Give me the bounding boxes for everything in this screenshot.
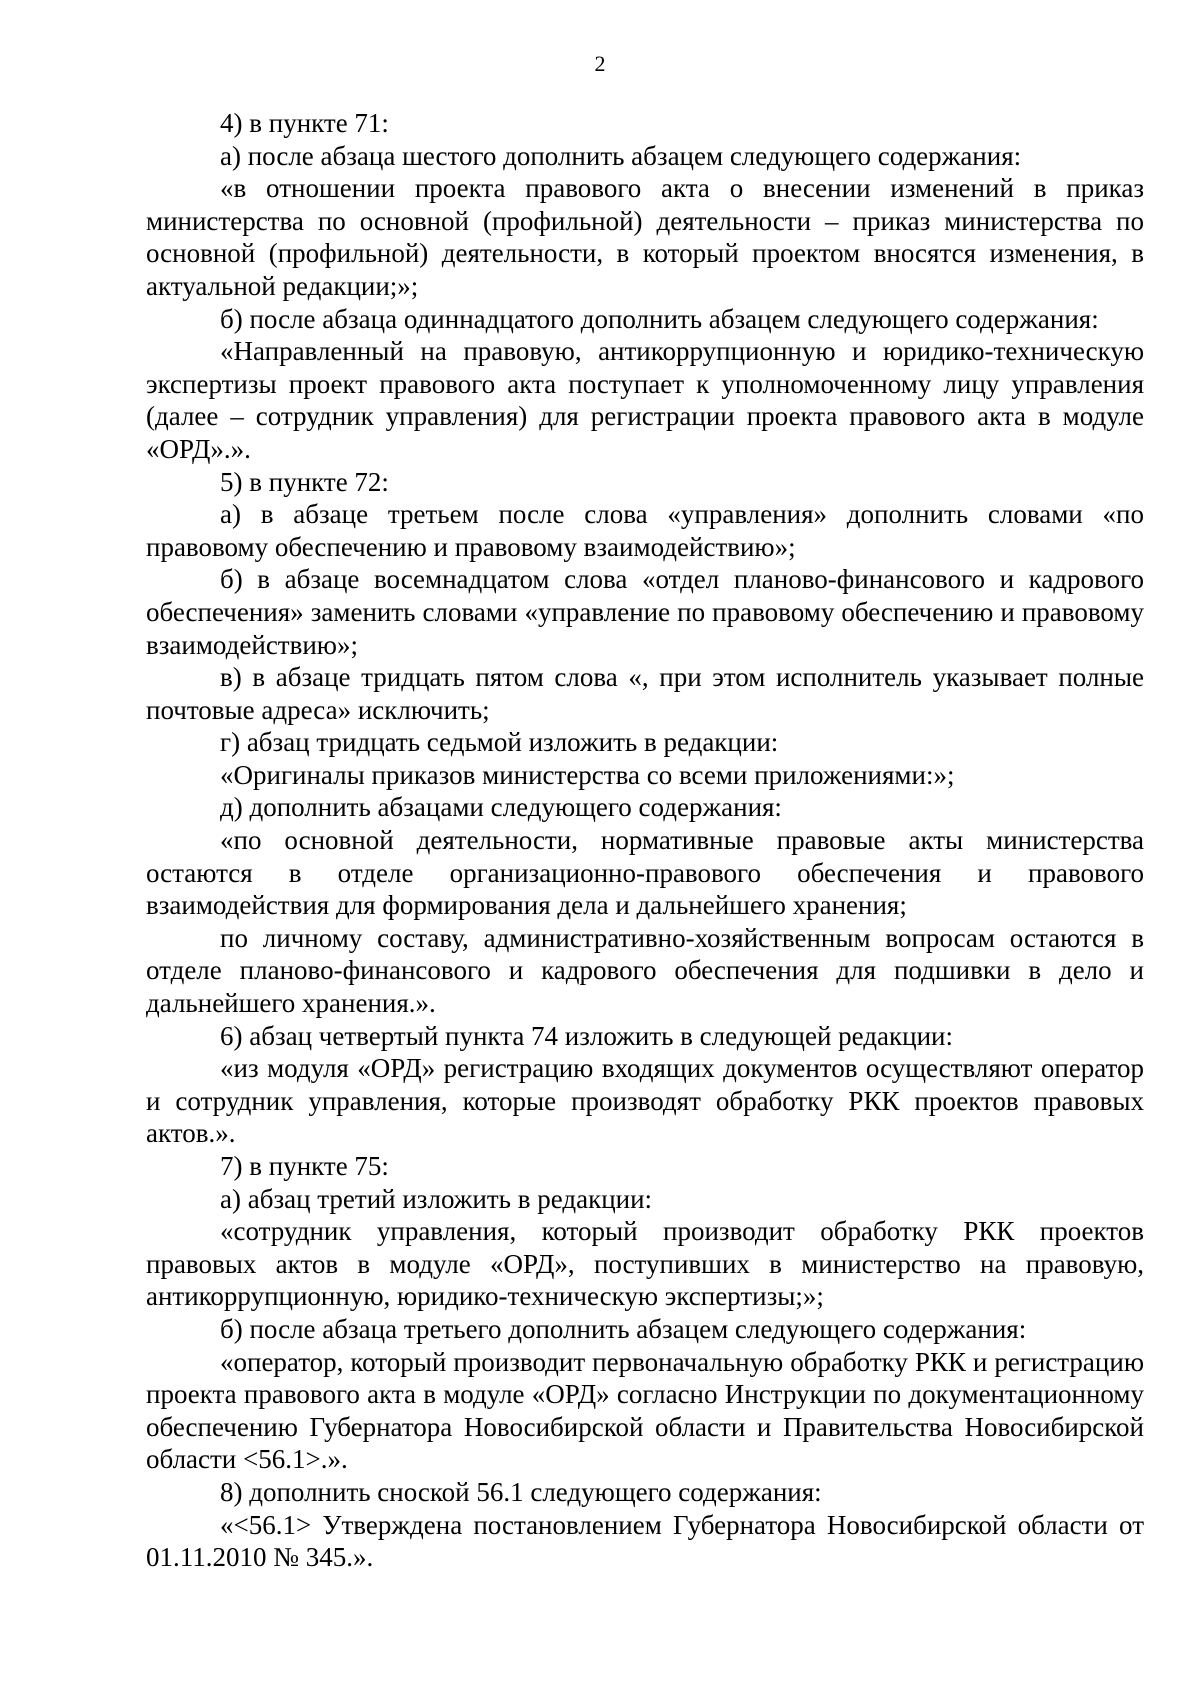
- paragraph-item-7-clause-75: 7) в пункте 75:: [220, 1151, 389, 1181]
- paragraph-quote: «Направленный на правовую, антикоррупционную и юридико-техническую экспертизы проект правового акта поступает к уполномоченному лицу управления (далее – сотрудник управления) для регистрации проекта правового акта в модуле «ОРД».».: [146, 336, 1144, 464]
- paragraph-subitem-d: д) дополнить абзацами следующего содержания:: [220, 792, 782, 823]
- paragraph-item-5-clause-72: 5) в пункте 72:: [220, 466, 389, 497]
- paragraph-footnote-text: «<56.1> Утверждена постановлением Губернатора Новосибирской области от 01.11.2010 № 345.».: [146, 1509, 1144, 1573]
- paragraph-item-6-clause-74: 6) абзац четвертый пункта 74 изложить в следующей редакции:: [220, 1020, 953, 1051]
- paragraph-subitem-b: б) после абзаца третьего дополнить абзацем следующего содержания:: [220, 1313, 1027, 1344]
- paragraph-item-4-clause-71: 4) в пункте 71:: [220, 108, 389, 138]
- paragraph-quote: «по основной деятельности, нормативные правовые акты министерства остаются в отделе организационно-правового обеспечения и правового взаимодействия для формирования дела и дальнейшего хранения;: [146, 825, 1144, 921]
- paragraph-quote: «Оригиналы приказов министерства со всеми приложениями:»;: [220, 759, 955, 790]
- paragraph-subitem-a: а) в абзаце третьем после слова «управления» дополнить словами «по правовому обеспечению и правовому взаимодействию»;: [146, 499, 1144, 562]
- document-body: [146, 107, 1144, 1574]
- paragraph-subitem-a: а) абзац третий изложить в редакции:: [220, 1183, 653, 1214]
- paragraph-item-8-footnote: 8) дополнить сноской 56.1 следующего содержания:: [220, 1476, 822, 1507]
- paragraph-quote: «сотрудник управления, который производит обработку РКК проектов правовых актов в модуле «ОРД», поступивших в министерство на правовую, антикоррупционную, юридико-техническую экспертизы;»;: [146, 1216, 1144, 1312]
- paragraph-subitem-b: б) после абзаца одиннадцатого дополнить абзацем следующего содержания:: [220, 303, 1099, 334]
- paragraph-subitem-v: в) в абзаце тридцать пятом слова «, при этом исполнитель указывает полные почтовые адреса» исключить;: [146, 662, 1144, 725]
- paragraph-subitem-a: а) после абзаца шестого дополнить абзацем следующего содержания:: [220, 140, 1022, 171]
- paragraph-quote-continued: по личному составу, административно-хозяйственным вопросам остаются в отделе планово-финансового и кадрового обеспечения для подшивки в дело и дальнейшего хранения.».: [146, 922, 1144, 1019]
- paragraph-subitem-g: г) абзац тридцать седьмой изложить в редакции:: [220, 727, 779, 758]
- paragraph-quote: «оператор, который производит первоначальную обработку РКК и регистрацию проекта правового акта в модуле «ОРД» согласно Инструкции по документационному обеспечению Губернатора Новосибирской области и Правительства Новосибирской области <56.1>.».: [146, 1346, 1144, 1475]
- paragraph-quote: «в отношении проекта правового акта о внесении изменений в приказ министерства по основной (профильной) деятельности – приказ министерства по основной (профильной) деятельности, в который проектом вносятся изменения, в актуальной редакции;»;: [146, 173, 1144, 301]
- paragraph-quote: «из модуля «ОРД» регистрацию входящих документов осуществляют оператор и сотрудник управления, которые производят обработку РКК проектов правовых актов.».: [146, 1053, 1144, 1149]
- page-number: 2: [594, 51, 606, 76]
- paragraph-subitem-b: б) в абзаце восемнадцатом слова «отдел планово-финансового и кадрового обеспечения» заменить словами «управление по правовому обеспечению и правовому взаимодействию»;: [146, 564, 1144, 660]
